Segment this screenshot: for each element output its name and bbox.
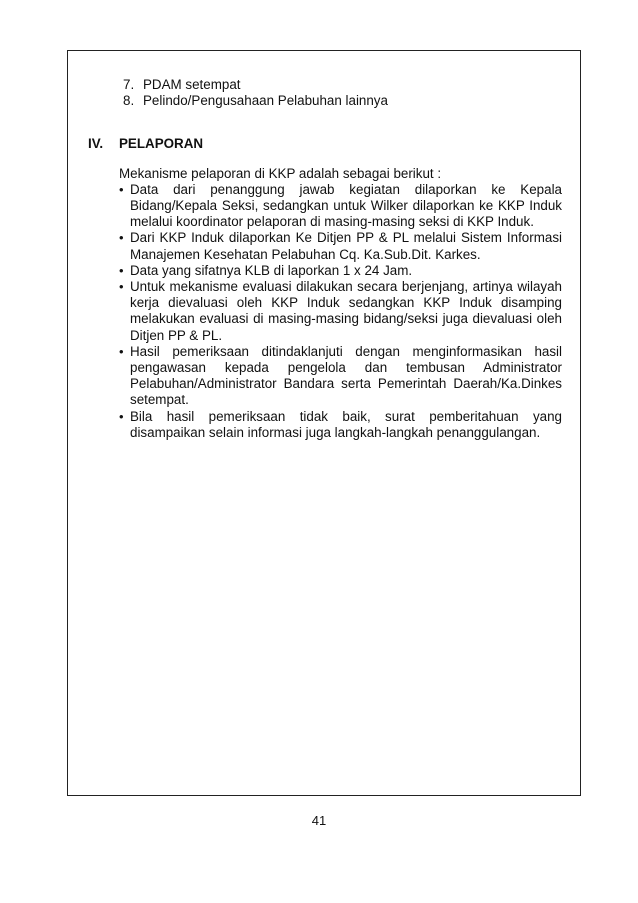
bullet-icon: • [119, 408, 124, 424]
bullet-icon: • [119, 262, 124, 278]
bullet-text: Untuk mekanisme evaluasi dilakukan secara berjenjang, artinya wilayah kerja dievaluasi oleh KKP Induk sedangkan KKP Induk disamping melakukan evaluasi di masing-masing bidang/seksi juga dievaluasi oleh Ditjen PP & PL. [130, 279, 562, 343]
section-title: PELAPORAN [119, 136, 204, 152]
bullet-item [119, 263, 562, 279]
bullet-item [119, 230, 562, 262]
bullet-icon: • [119, 230, 124, 246]
bullet-icon: • [119, 181, 124, 197]
bullet-item [119, 182, 562, 231]
bullet-item [119, 409, 562, 441]
list-item [123, 77, 562, 93]
bullet-text: Bila hasil pemeriksaan tidak baik, surat pemberitahuan yang disampaikan selain informasi juga langkah-langkah penanggulangan. [130, 408, 562, 440]
list-item-text: PDAM setempat [143, 77, 241, 92]
bullet-icon: • [119, 343, 124, 359]
bullet-item [119, 279, 562, 344]
bullet-item [119, 344, 562, 409]
section-number: IV. [88, 136, 104, 152]
section-heading [88, 136, 562, 152]
section-intro: Mekanisme pelaporan di KKP adalah sebagai berikut : [119, 165, 442, 181]
list-item-number: 8. [123, 93, 135, 109]
list-item-text: Pelindo/Pengusahaan Pelabuhan lainnya [143, 93, 388, 109]
numbered-list [123, 77, 562, 109]
page-content [88, 77, 562, 441]
page-number: 41 [311, 813, 327, 828]
bullet-text: Dari KKP Induk dilaporkan Ke Ditjen PP & PL melalui Sistem Informasi Manajemen Kesehatan Pelabuhan Cq. Ka.Sub.Dit. Karkes. [130, 230, 562, 262]
bullet-text: Data yang sifatnya KLB di laporkan 1 x 24 Jam. [130, 262, 413, 278]
list-item-number: 7. [123, 77, 135, 92]
section-body [119, 166, 562, 441]
bullet-text: Data dari penanggung jawab kegiatan dilaporkan ke Kepala Bidang/Kepala Seksi, sedangkan untuk Wilker dilaporkan ke KKP Induk melalui koordinator pelaporan di masing-masing seksi di KKP Induk. [130, 181, 562, 230]
page-frame [67, 50, 581, 796]
bullet-text: Hasil pemeriksaan ditindaklanjuti dengan menginformasikan hasil pengawasan kepada pengelola dan tembusan Administrator Pelabuhan/Administrator Bandara serta Pemerintah Daerah/Ka.Dinkes setempat. [130, 343, 562, 408]
list-item [123, 93, 562, 109]
bullet-icon: • [119, 279, 124, 295]
bullet-list [119, 182, 562, 441]
